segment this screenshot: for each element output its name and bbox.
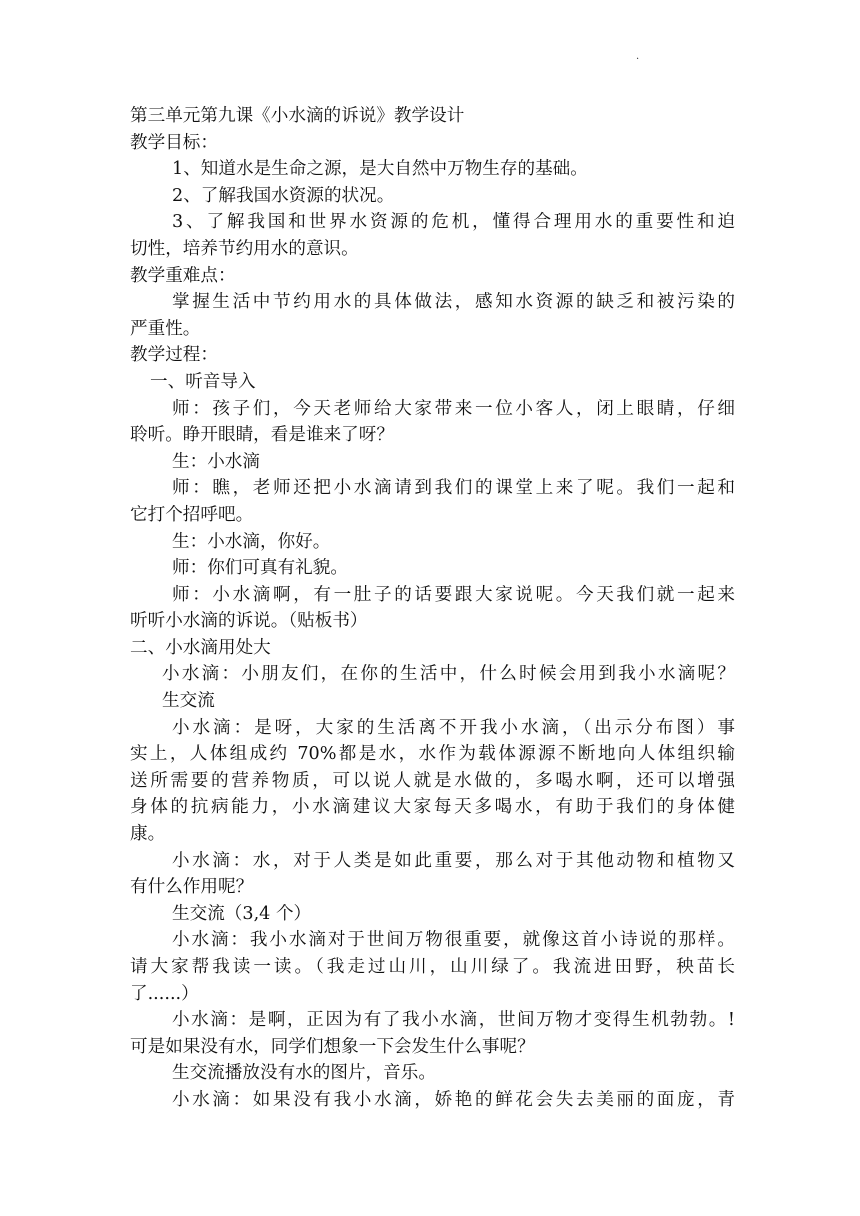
objective-item-1: 1、知道水是生命之源，是大自然中万物生存的基础。 xyxy=(172,159,588,180)
document-title: 第三单元第九课《小水滴的诉说》教学设计 xyxy=(130,106,465,126)
paragraph-line: 它打个招呼吧。 xyxy=(130,504,254,525)
paragraph-line: 小水滴：是啊，正因为有了我小水滴，世间万物才变得生机勃勃。! xyxy=(172,1010,735,1031)
corner-mark: . xyxy=(636,51,640,62)
paragraph-line: 师：孩子们，今天老师给大家带来一位小客人，闭上眼睛，仔细 xyxy=(172,398,735,419)
paragraph-line: 小水滴：是呀，大家的生活离不开我小水滴，（出示分布图）事 xyxy=(172,717,735,738)
objective-item-3-line-1: 3、了解我国和世界水资源的危机，懂得合理用水的重要性和迫 xyxy=(172,212,735,233)
paragraph-line: 生交流（3,4 个） xyxy=(172,903,312,924)
key-points-line-2: 严重性。 xyxy=(130,318,201,339)
objective-item-2: 2、了解我国水资源的状况。 xyxy=(172,185,395,206)
subsection-heading-1: 一、听音导入 xyxy=(150,371,256,392)
paragraph-line: 了......） xyxy=(130,983,199,1004)
section-heading-objectives: 教学目标： xyxy=(130,132,218,153)
objective-item-3-line-2: 切性，培养节约用水的意识。 xyxy=(130,238,359,259)
paragraph-line: 可是如果没有水，同学们想象一下会发生什么事呢？ xyxy=(130,1036,535,1057)
paragraph-line: 实上，人体组成约 70%都是水，水作为载体源源不断地向人体组织输 xyxy=(130,744,735,765)
subsection-heading-2: 二、小水滴用处大 xyxy=(130,637,271,658)
paragraph-line: 生：小水滴，你好。 xyxy=(172,531,331,552)
paragraph-line: 有什么作用呢？ xyxy=(130,877,254,898)
paragraph-line: 生：小水滴 xyxy=(172,451,260,472)
paragraph-line: 聆听。睁开眼睛，看是谁来了呀？ xyxy=(130,425,394,446)
paragraph-line: 身体的抗病能力，小水滴建议大家每天多喝水，有助于我们的身体健 xyxy=(130,797,735,818)
key-points-line-1: 掌握生活中节约用水的具体做法，感知水资源的缺乏和被污染的 xyxy=(172,292,735,313)
paragraph-line: 生交流播放没有水的图片，音乐。 xyxy=(172,1063,436,1084)
paragraph-line: 请大家帮我读一读。（我走过山川，山川绿了。我流进田野，秧苗长 xyxy=(130,957,735,977)
paragraph-line: 师：你们可真有礼貌。 xyxy=(172,558,348,579)
paragraph-line: 小水滴：小朋友们，在你的生活中，什么时候会用到我小水滴呢？ xyxy=(162,664,735,685)
paragraph-line: 康。 xyxy=(130,824,166,845)
paragraph-line: 师：瞧，老师还把小水滴请到我们的课堂上来了呢。我们一起和 xyxy=(172,478,735,499)
paragraph-line: 生交流 xyxy=(162,691,215,712)
paragraph-line: 小水滴：水，对于人类是如此重要，那么对于其他动物和植物又 xyxy=(172,850,735,871)
paragraph-line: 小水滴：我小水滴对于世间万物很重要，就像这首小诗说的那样。 xyxy=(172,930,735,951)
document-body xyxy=(130,103,735,1114)
section-heading-process: 教学过程： xyxy=(130,345,218,366)
paragraph-line: 送所需要的营养物质，可以说人就是水做的，多喝水啊，还可以增强 xyxy=(130,770,735,791)
section-heading-key-points: 教学重难点： xyxy=(130,265,236,286)
paragraph-line: 师：小水滴啊，有一肚子的话要跟大家说呢。今天我们就一起来 xyxy=(172,584,735,605)
paragraph-line: 小水滴：如果没有我小水滴，娇艳的鲜花会失去美丽的面庞，青 xyxy=(172,1089,735,1110)
paragraph-line: 听听小水滴的诉说。（贴板书） xyxy=(130,611,368,632)
